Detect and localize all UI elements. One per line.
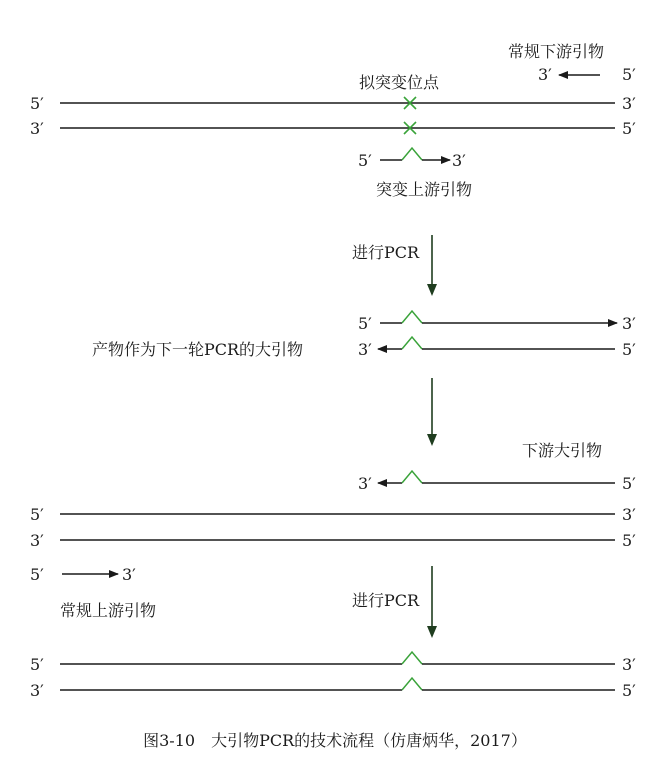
- final-bottom-5prime: 5′: [622, 681, 636, 700]
- final-top-5prime: 5′: [30, 655, 44, 674]
- product-top-bump: [402, 311, 422, 323]
- template-top-3prime: 3′: [622, 94, 636, 113]
- megaprimer-bump: [402, 471, 422, 483]
- final-bottom-bump: [402, 678, 422, 690]
- megaprimer-5prime: 5′: [622, 474, 636, 493]
- template2-bottom-3prime: 3′: [30, 531, 44, 550]
- downstream-primer-5prime: 5′: [622, 65, 636, 84]
- template-top-5prime: 5′: [30, 94, 44, 113]
- final-bottom-3prime: 3′: [30, 681, 44, 700]
- product-bottom-3prime: 3′: [358, 340, 372, 359]
- megaprimer-3prime: 3′: [358, 474, 372, 493]
- pcr-step-1-label: 进行PCR: [352, 243, 420, 262]
- product-top-3prime: 3′: [622, 314, 636, 333]
- mutant-primer-5prime: 5′: [358, 151, 372, 170]
- figure-caption: 图3-10 大引物PCR的技术流程（仿唐炳华，2017）: [143, 731, 527, 750]
- regular-upstream-5prime: 5′: [30, 565, 44, 584]
- final-top-bump: [402, 652, 422, 664]
- template2-bottom-5prime: 5′: [622, 531, 636, 550]
- regular-upstream-primer-label: 常规上游引物: [60, 601, 157, 620]
- product-as-megaprimer-label: 产物作为下一轮PCR的大引物: [92, 340, 304, 359]
- product-bottom-5prime: 5′: [622, 340, 636, 359]
- mutant-primer-bump: [402, 148, 422, 160]
- product-top-5prime: 5′: [358, 314, 372, 333]
- mutant-upstream-primer-label: 突变上游引物: [376, 180, 473, 199]
- product-bottom-bump: [402, 337, 422, 349]
- template2-top-5prime: 5′: [30, 505, 44, 524]
- template2-top-3prime: 3′: [622, 505, 636, 524]
- final-top-3prime: 3′: [622, 655, 636, 674]
- template-bottom-3prime: 3′: [30, 119, 44, 138]
- template-bottom-5prime: 5′: [622, 119, 636, 138]
- mutant-primer-3prime: 3′: [452, 151, 466, 170]
- mutation-site-label: 拟突变位点: [359, 73, 440, 92]
- regular-upstream-3prime: 3′: [122, 565, 136, 584]
- downstream-primer-3prime: 3′: [538, 65, 552, 84]
- downstream-megaprimer-label: 下游大引物: [522, 441, 603, 460]
- pcr-step-2-label: 进行PCR: [352, 591, 420, 610]
- regular-downstream-primer-label: 常规下游引物: [508, 42, 605, 61]
